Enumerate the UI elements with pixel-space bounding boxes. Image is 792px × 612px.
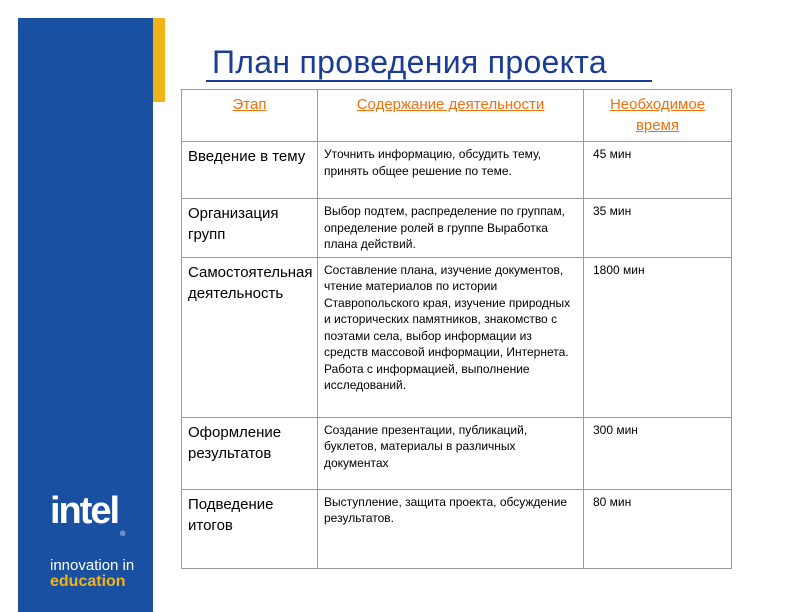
stage-cell: Оформление результатов bbox=[182, 417, 318, 489]
activity-cell: Создание презентации, публикаций, буклетов, материалы в различных документах bbox=[318, 417, 584, 489]
time-cell: 300 мин bbox=[584, 417, 732, 489]
table-row bbox=[182, 417, 732, 489]
table-row bbox=[182, 199, 732, 258]
time-cell: 1800 мин bbox=[584, 257, 732, 417]
time-cell: 45 мин bbox=[584, 142, 732, 199]
stage-cell: Организация групп bbox=[182, 199, 318, 258]
accent-bar bbox=[153, 18, 165, 102]
activity-cell: Составление плана, изучение документов, чтение материалов по истории Ставропольского края, изучение природных и исторических памятников, знакомство с поэтами села, выбор информации из средств массовой информации, Интернета. Работа с информацией, выполнение исследований. bbox=[318, 257, 584, 417]
header-time: Необходимое время bbox=[584, 90, 732, 142]
table-row bbox=[182, 489, 732, 568]
time-cell: 35 мин bbox=[584, 199, 732, 258]
stage-cell: Самостоятельная деятельность bbox=[182, 257, 318, 417]
activity-cell: Выступление, защита проекта, обсуждение результатов. bbox=[318, 489, 584, 568]
header-activity: Содержание деятельности bbox=[318, 90, 584, 142]
table-row bbox=[182, 142, 732, 199]
stage-cell: Подведение итогов bbox=[182, 489, 318, 568]
intel-logo bbox=[50, 492, 150, 590]
stage-cell: Введение в тему bbox=[182, 142, 318, 199]
logo-wordmark: intel ® bbox=[50, 490, 126, 538]
header-stage: Этап bbox=[182, 90, 318, 142]
page-title: План проведения проекта bbox=[212, 44, 607, 80]
title-underline bbox=[206, 80, 652, 82]
table-row bbox=[182, 257, 732, 417]
activity-cell: Уточнить информацию, обсудить тему, принять общее решение по теме. bbox=[318, 142, 584, 199]
project-plan-table bbox=[181, 89, 732, 569]
logo-tagline: innovation in education bbox=[50, 557, 135, 590]
table-header-row bbox=[182, 90, 732, 142]
time-cell: 80 мин bbox=[584, 489, 732, 568]
activity-cell: Выбор подтем, распределение по группам, определение ролей в группе Выработка плана действий. bbox=[318, 199, 584, 258]
